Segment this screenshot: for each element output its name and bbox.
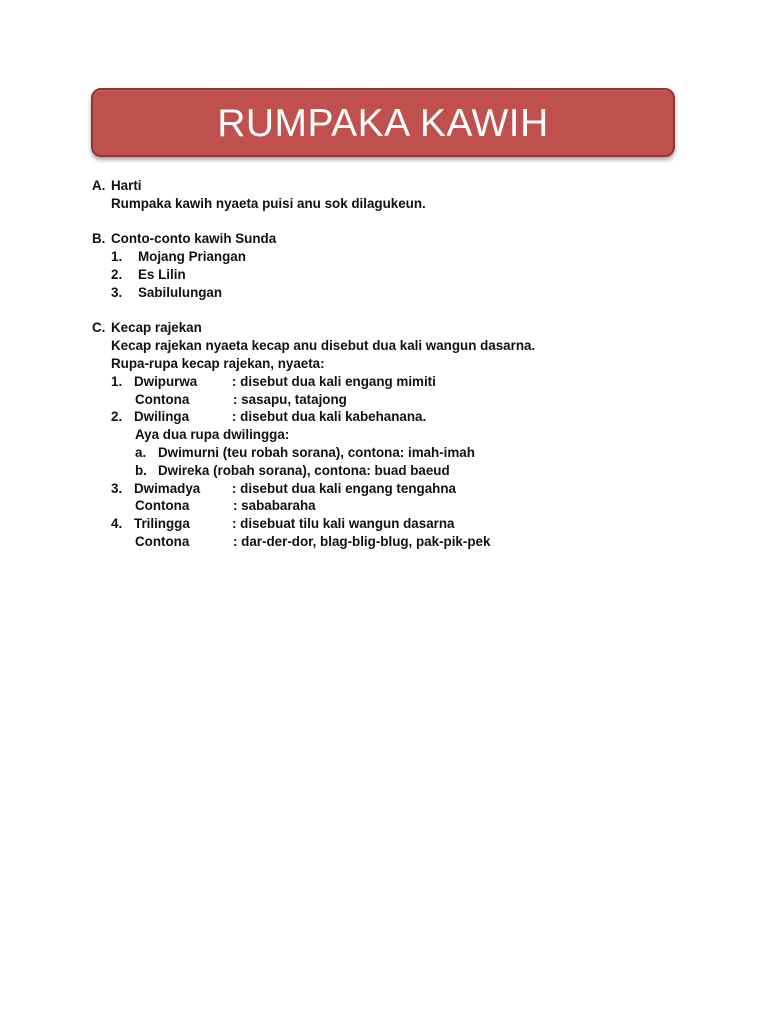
page-title: RUMPAKA KAWIH [217,102,549,145]
example-text: : sasapu, tatajong [233,391,347,407]
list-number: 4. [111,516,123,532]
section-c-text2: Rupa-rupa kecap rajekan, nyaeta: [111,355,325,371]
example-row [92,533,692,551]
sub-list-item [92,462,692,480]
term-label: Trilingga [134,516,190,532]
term-description: : disebut dua kali engang mimiti [232,373,436,389]
term-description: : disebut dua kali engang tengahna [232,480,456,496]
list-item [92,266,692,284]
example-text: : dar-der-dor, blag-blig-blug, pak-pik-pek [233,533,491,549]
example-label: Contona [135,391,190,407]
term-description: : disebut dua kali kabehanana. [232,409,427,425]
section-b-letter: B. [92,231,106,247]
list-number: 2. [111,266,123,282]
example-label: Contona [135,498,190,514]
section-c-letter: C. [92,320,106,336]
section-a-heading [92,177,692,195]
term-description: : disebuat tilu kali wangun dasarna [232,516,455,532]
list-item [92,284,692,302]
section-b-heading [92,230,692,248]
section-a-title: Harti [111,178,142,193]
sub-list-text: Dwimurni (teu robah sorana), contona: imah-imah [158,444,475,460]
section-c-text1: Kecap rajekan nyaeta kecap anu disebut dua kali wangun dasarna. [111,338,536,354]
example-label: Contona [135,533,190,549]
sub-list-item [92,444,692,462]
note-row [92,426,692,444]
list-item [92,408,692,426]
list-number: 1. [111,249,123,265]
list-number: 2. [111,409,123,425]
list-number: 3. [111,284,123,300]
list-item [92,480,692,498]
title-banner [91,88,675,157]
section-a-letter: A. [92,178,106,193]
sub-list-letter: b. [135,462,147,478]
section-c-title: Kecap rajekan [111,320,202,336]
note-text: Aya dua rupa dwilingga: [135,427,290,443]
term-label: Dwimadya [134,480,201,496]
list-text: Sabilulungan [138,284,223,300]
list-text: Es Lilin [138,266,186,282]
list-text: Mojang Priangan [138,249,246,265]
list-item [92,515,692,533]
list-number: 1. [111,373,123,389]
sub-list-text: Dwireka (robah sorana), contona: buad baeud [158,462,450,478]
example-text: : sababaraha [233,498,316,514]
section-c-body [92,355,692,373]
term-label: Dwilinga [134,409,190,425]
list-item [92,373,692,391]
example-row [92,497,692,515]
section-b-title: Conto-conto kawih Sunda [111,231,277,247]
sub-list-letter: a. [135,444,147,460]
list-item [92,248,692,266]
section-c-body [92,337,692,355]
example-row [92,391,692,409]
list-number: 3. [111,480,123,496]
document-body [92,177,692,551]
section-c-heading [92,319,692,337]
section-a-body [92,195,692,213]
term-label: Dwipurwa [134,373,198,389]
section-a-text: Rumpaka kawih nyaeta puisi anu sok dilagukeun. [111,195,426,211]
